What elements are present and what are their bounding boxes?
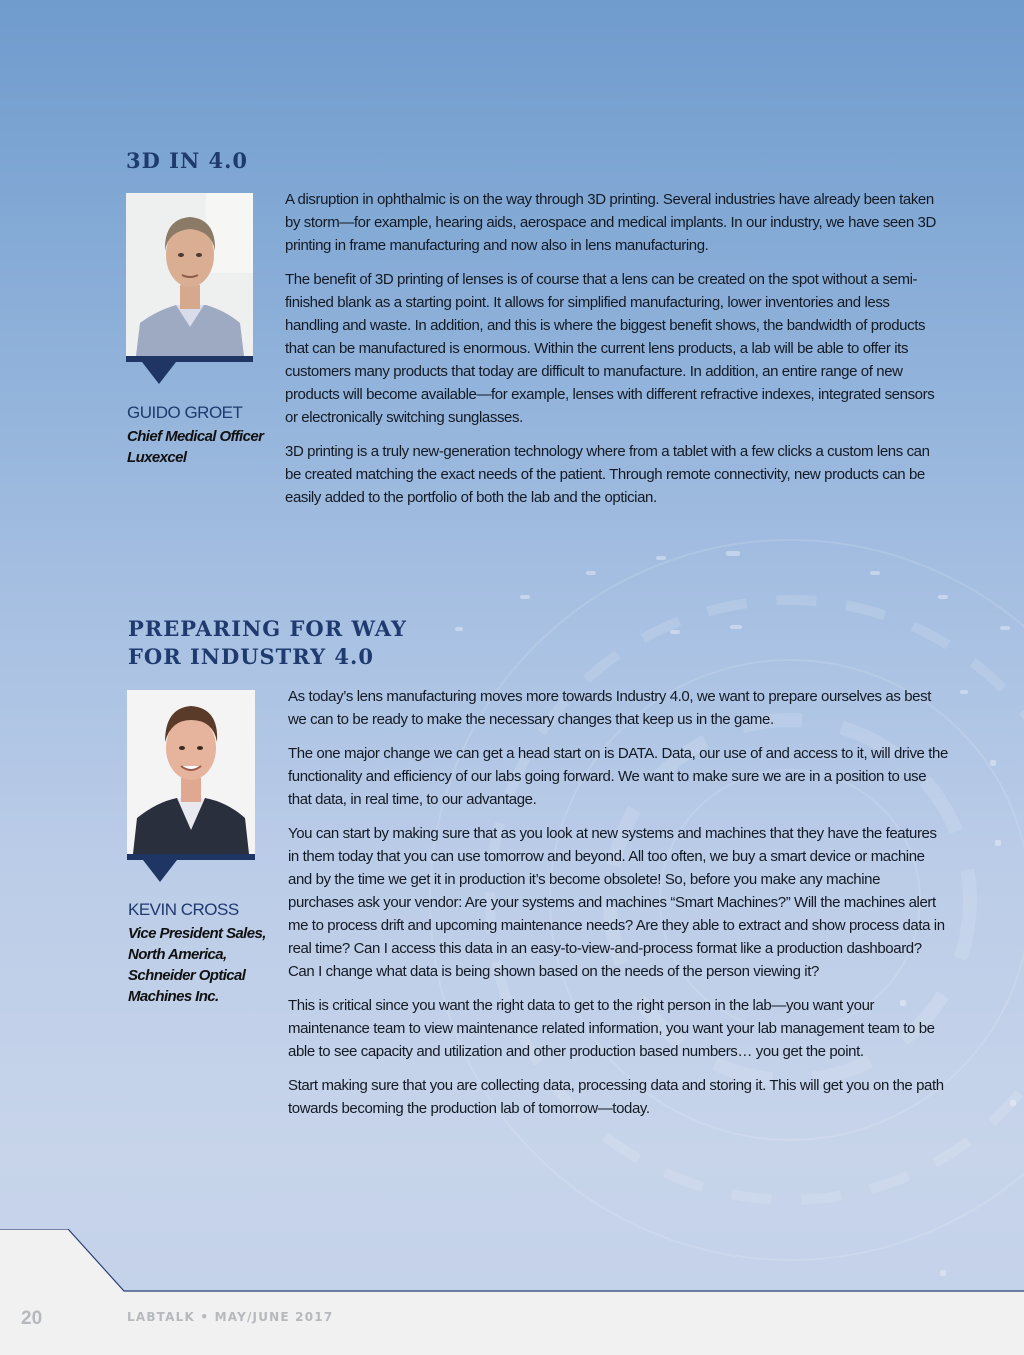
portrait-photo xyxy=(126,193,253,356)
paragraph: A disruption in ophthalmic is on the way through 3D printing. Several industries have already been taken by storm—for example, hearing aids, aerospace and medical implants. In our industry, we have seen 3D printing in frame manufacturing and now also in lens manufacturing. xyxy=(285,191,936,254)
article2-heading xyxy=(128,615,448,671)
author-role-line: North America, xyxy=(128,946,227,963)
portrait-photo xyxy=(127,690,255,854)
author-role-line: Luxexcel xyxy=(127,449,187,466)
paragraph: This is critical since you want the right data to get to the right person in the lab—you want your maintenance team to view maintenance related information, you want your lab management team to be able to see capacity and utilization and other production based numbers… you get the point. xyxy=(288,997,935,1060)
author-role-line: Chief Medical Officer xyxy=(127,428,264,445)
article2-author xyxy=(128,900,278,1007)
portrait-pointer-triangle xyxy=(143,860,177,882)
heading-line: PREPARING FOR WAY xyxy=(128,616,407,641)
heading-line: FOR INDUSTRY 4.0 xyxy=(128,644,374,669)
article1-author xyxy=(127,403,277,468)
page-number: 20 xyxy=(21,1308,43,1329)
paragraph: 3D printing is a truly new-generation technology where from a tablet with a few clicks a custom lens can be created matching the exact needs of the patient. Through remote connectivity, new products can be easily added to the portfolio of both the lab and the optician. xyxy=(285,443,930,506)
paragraph: The one major change we can get a head start on is DATA. Data, our use of and access to it, will drive the functionality and efficiency of our labs going forward. We want to make sure we are in a position to use that data, in real time, to our advantage. xyxy=(288,745,948,808)
page-footer xyxy=(0,1229,1024,1355)
portrait-pointer-triangle xyxy=(142,362,176,384)
article1-heading: 3D IN 4.0 xyxy=(126,148,248,173)
kevin-cross-portrait xyxy=(127,690,255,882)
author-role-line: Vice President Sales, xyxy=(128,925,266,942)
magazine-issue-label: LABTALK • MAY/JUNE 2017 xyxy=(127,1310,334,1324)
paragraph: Start making sure that you are collecting data, processing data and storing it. This will get you on the path towards becoming the production lab of tomorrow—today. xyxy=(288,1077,944,1117)
author-role-line: Machines Inc. xyxy=(128,988,219,1005)
author-name: KEVIN CROSS xyxy=(128,900,239,919)
article1-body xyxy=(285,188,945,520)
paragraph: You can start by making sure that as you look at new systems and machines that they have the features in them today that you can use tomorrow and beyond. All too often, we buy a smart device or machine and by the time we get it in production it’s become obsolete! So, before you make any machine purchases ask your vendor: Are your systems and machines “Smart Machines?” Will the machines alert me to process drift and upcoming maintenance needs? Are they able to extract and show process data in real time? Can I access this data in an easy-to-view-and-process format like a production dashboard? Can I change what data is being shown based on the needs of the person viewing it? xyxy=(288,825,945,980)
paragraph: As today’s lens manufacturing moves more towards Industry 4.0, we want to prepare ourselves as best we can to be ready to make the necessary changes that keep us in the game. xyxy=(288,688,931,728)
paragraph: The benefit of 3D printing of lenses is of course that a lens can be created on the spot without a semi-finished blank as a starting point. It allows for simplified manufacturing, lower inventories and less handling and waste. In addition, and this is where the biggest benefit shows, the bandwidth of products that can be manufactured is enormous. Within the current lens products, a lab will be able to offer its customers many products that today are difficult to manufacture. In addition, an entire range of new products will become available—for example, lenses with different refractive indexes, integrated sensors or electronically switching sunglasses. xyxy=(285,271,935,426)
guido-groet-portrait xyxy=(126,193,253,384)
author-name: GUIDO GROET xyxy=(127,403,243,422)
author-role-line: Schneider Optical xyxy=(128,967,246,984)
article2-body xyxy=(288,685,948,1131)
